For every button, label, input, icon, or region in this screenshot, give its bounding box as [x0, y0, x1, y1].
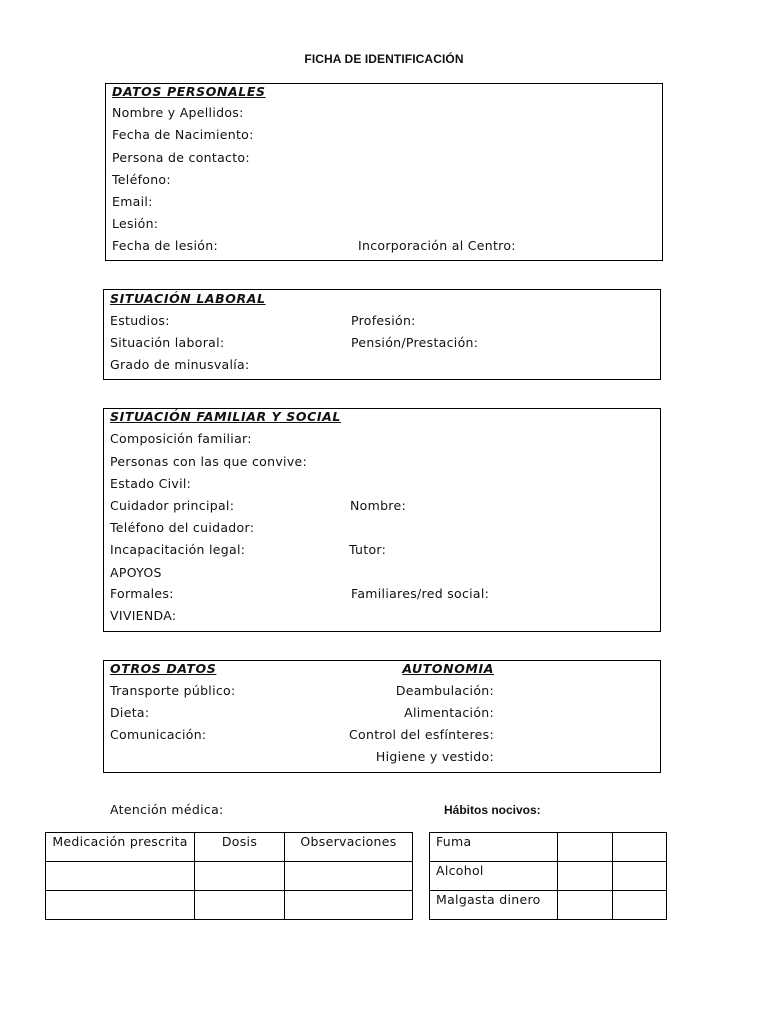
cuidador-label: Cuidador principal: — [110, 498, 235, 513]
familiares-label: Familiares/red social: — [351, 586, 490, 601]
medicacion-header: Medicación prescrita — [52, 834, 188, 849]
dosis-header: Dosis — [221, 834, 258, 849]
habito-cell — [430, 862, 558, 891]
personas-label: Personas con las que convive: — [110, 454, 308, 469]
table-cell[interactable] — [558, 862, 613, 891]
apoyos-label: APOYOS — [110, 565, 162, 580]
table-cell[interactable] — [46, 862, 195, 891]
table-row — [430, 862, 667, 891]
datos-personales-box — [105, 83, 663, 261]
situacion-familiar-box — [103, 408, 661, 632]
profesion-label: Profesión: — [351, 313, 416, 328]
habito-cell — [430, 833, 558, 862]
habitos-nocivos-label: Hábitos nocivos: — [444, 803, 541, 817]
fuma-label: Fuma — [436, 834, 472, 849]
table-row — [430, 833, 667, 862]
table-cell[interactable] — [613, 833, 667, 862]
deambulacion-label: Deambulación: — [395, 683, 494, 698]
situacion-familiar-heading: SITUACIÓN FAMILIAR Y SOCIAL — [110, 409, 341, 424]
lesion-label: Lesión: — [112, 216, 159, 231]
composicion-label: Composición familiar: — [110, 431, 252, 446]
observaciones-header: Observaciones — [300, 834, 397, 849]
table-cell[interactable] — [613, 862, 667, 891]
tutor-label: Tutor: — [349, 542, 387, 557]
email-label: Email: — [112, 194, 153, 209]
fecha-nacimiento-label: Fecha de Nacimiento: — [112, 127, 254, 142]
table-cell[interactable] — [285, 891, 413, 920]
estudios-label: Estudios: — [110, 313, 170, 328]
table-row — [46, 833, 413, 862]
transporte-label: Transporte público: — [110, 683, 236, 698]
situacion-laboral-label: Situación laboral: — [110, 335, 225, 350]
malgasta-dinero-label: Malgasta dinero — [436, 892, 541, 907]
autonomia-heading: AUTONOMIA — [402, 661, 494, 676]
comunicacion-label: Comunicación: — [110, 727, 207, 742]
telefono-cuidador-label: Teléfono del cuidador: — [110, 520, 255, 535]
situacion-laboral-heading: SITUACIÓN LABORAL — [110, 291, 266, 306]
control-esfinteres-label: Control del esfínteres: — [349, 727, 494, 742]
table-header-cell — [46, 833, 195, 862]
otros-datos-box — [103, 660, 661, 773]
medicacion-table — [45, 832, 413, 920]
table-cell[interactable] — [558, 891, 613, 920]
table-row — [430, 891, 667, 920]
situacion-laboral-box — [103, 289, 661, 380]
nombre-label: Nombre y Apellidos: — [112, 105, 244, 120]
table-cell[interactable] — [558, 833, 613, 862]
table-cell[interactable] — [46, 891, 195, 920]
vivienda-label: VIVIENDA: — [110, 608, 177, 623]
alcohol-label: Alcohol — [436, 863, 484, 878]
formales-label: Formales: — [110, 586, 174, 601]
table-row — [46, 862, 413, 891]
fecha-lesion-label: Fecha de lesión: — [112, 238, 218, 253]
habito-cell — [430, 891, 558, 920]
datos-personales-heading: DATOS PERSONALES — [112, 84, 266, 99]
atencion-medica-label: Atención médica: — [110, 802, 224, 817]
otros-datos-heading: OTROS DATOS — [110, 661, 217, 676]
incorporacion-label: Incorporación al Centro: — [358, 238, 516, 253]
incapacitacion-label: Incapacitación legal: — [110, 542, 246, 557]
page-title: FICHA DE IDENTIFICACIÓN — [304, 52, 464, 66]
alimentacion-label: Alimentación: — [404, 705, 494, 720]
table-cell[interactable] — [195, 891, 285, 920]
table-row — [46, 891, 413, 920]
table-cell[interactable] — [285, 862, 413, 891]
habitos-table — [429, 832, 667, 920]
table-header-cell — [285, 833, 413, 862]
dieta-label: Dieta: — [110, 705, 150, 720]
grado-minusvalia-label: Grado de minusvalía: — [110, 357, 250, 372]
telefono-label: Teléfono: — [112, 172, 171, 187]
table-header-cell — [195, 833, 285, 862]
table-cell[interactable] — [195, 862, 285, 891]
higiene-label: Higiene y vestido: — [375, 749, 494, 764]
persona-contacto-label: Persona de contacto: — [112, 150, 250, 165]
cuidador-nombre-label: Nombre: — [350, 498, 406, 513]
estado-civil-label: Estado Civil: — [110, 476, 192, 491]
table-cell[interactable] — [613, 891, 667, 920]
pension-label: Pensión/Prestación: — [351, 335, 479, 350]
